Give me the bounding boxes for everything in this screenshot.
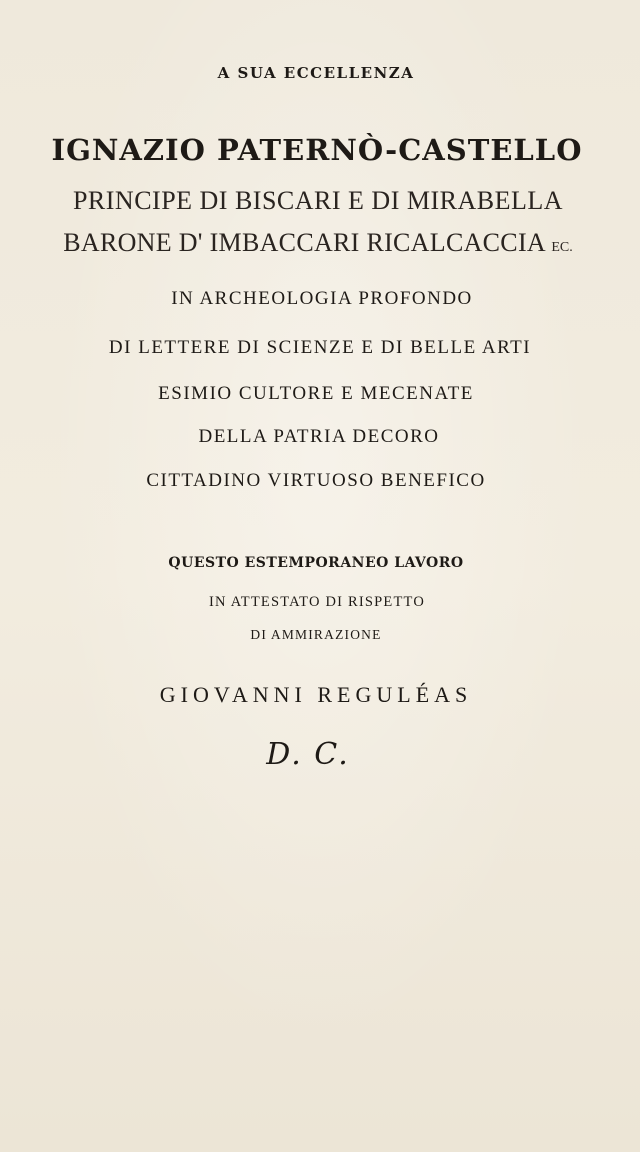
dedication-initials: D. C. [266, 737, 350, 772]
offering-line-respect: IN ATTESTATO DI RISPETTO [208, 594, 425, 610]
dedicatee-title-line-1: PRINCIPE DI BISCARI E DI MIRABELLA [72, 186, 564, 215]
author-name: GIOVANNI REGULÉAS [159, 682, 473, 707]
quality-line-arts: DI LETTERE DI SCIENZE E DI BELLE ARTI [108, 337, 532, 358]
dedication-heading: A SUA ECCELLENZA [217, 64, 415, 82]
offering-line-admiration: DI AMMIRAZIONE [250, 627, 382, 642]
etcetera-abbreviation: EC. [551, 240, 573, 255]
quality-line-homeland: DELLA PATRIA DECORO [198, 426, 440, 447]
offering-line-work: QUESTO ESTEMPORANEO LAVORO [168, 555, 464, 571]
dedicatee-name: IGNAZIO PATERNÒ-CASTELLO [51, 133, 583, 167]
quality-line-archaeology: IN ARCHEOLOGIA PROFONDO [171, 288, 473, 309]
quality-line-patron: ESIMIO CULTORE E MECENATE [158, 383, 474, 404]
dedicatee-title-line-2-text: BARONE D' IMBACCARI RICALCACCIA [63, 228, 545, 257]
dedicatee-title-line-2 [0, 230, 638, 256]
quality-line-citizen: CITTADINO VIRTUOSO BENEFICO [146, 470, 486, 491]
